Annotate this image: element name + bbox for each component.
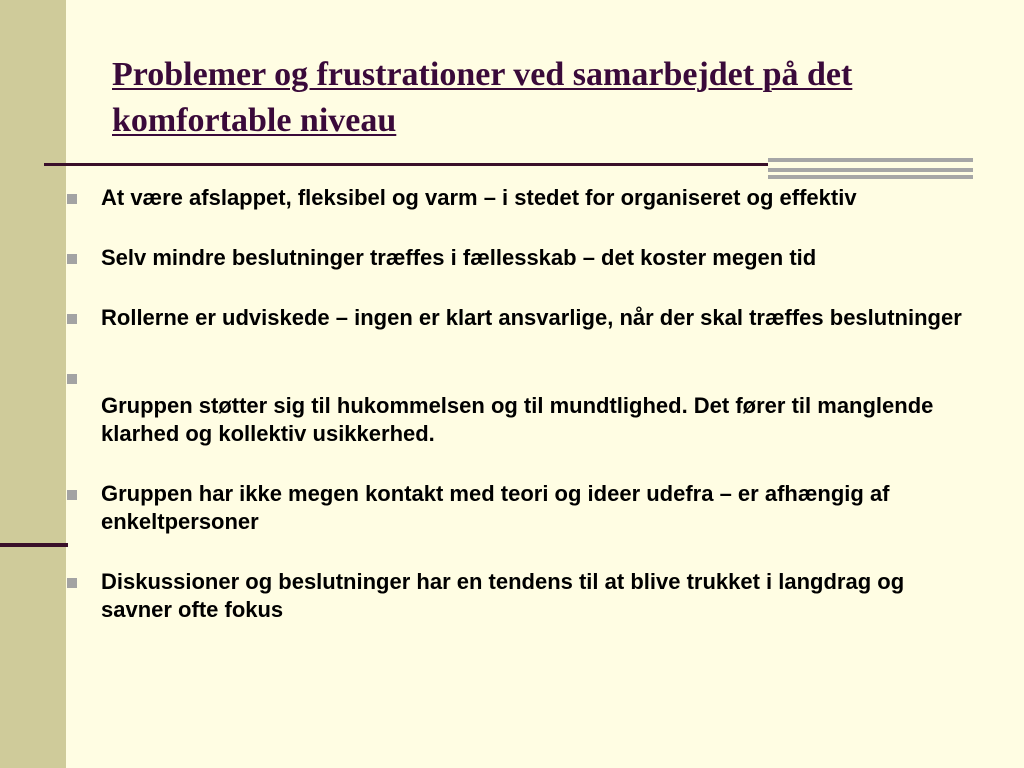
title-divider-bar	[768, 168, 973, 172]
bullet-item-empty	[64, 364, 964, 392]
bullet-item: Gruppen har ikke megen kontakt med teori og ideer udefra – er afhængig af enkeltpersoner	[64, 480, 964, 536]
bullet-item: Diskussioner og beslutninger har en tendens til at blive trukket i langdrag og savner ofte fokus	[64, 568, 964, 624]
bullet-item: At være afslappet, fleksibel og varm – i stedet for organiseret og effektiv	[64, 184, 964, 212]
bullet-item: Rollerne er udviskede – ingen er klart ansvarlige, når der skal træffes beslutninger	[64, 304, 964, 332]
bullet-item: Selv mindre beslutninger træffes i fællesskab – det koster megen tid	[64, 244, 964, 272]
title-divider-bar	[768, 175, 973, 179]
slide-title	[112, 52, 972, 144]
slide-title-text: Problemer og frustrationer ved samarbejdet på det komfortable niveau	[112, 56, 853, 139]
bullet-item: Gruppen støtter sig til hukommelsen og til mundtlighed. Det fører til manglende klarhed og kollektiv usikkerhed.	[101, 393, 934, 446]
title-divider-line	[44, 163, 768, 166]
bullet-list	[64, 184, 964, 656]
left-accent-band	[0, 0, 66, 768]
left-accent-rule	[0, 543, 68, 547]
title-divider-bar	[768, 158, 973, 162]
